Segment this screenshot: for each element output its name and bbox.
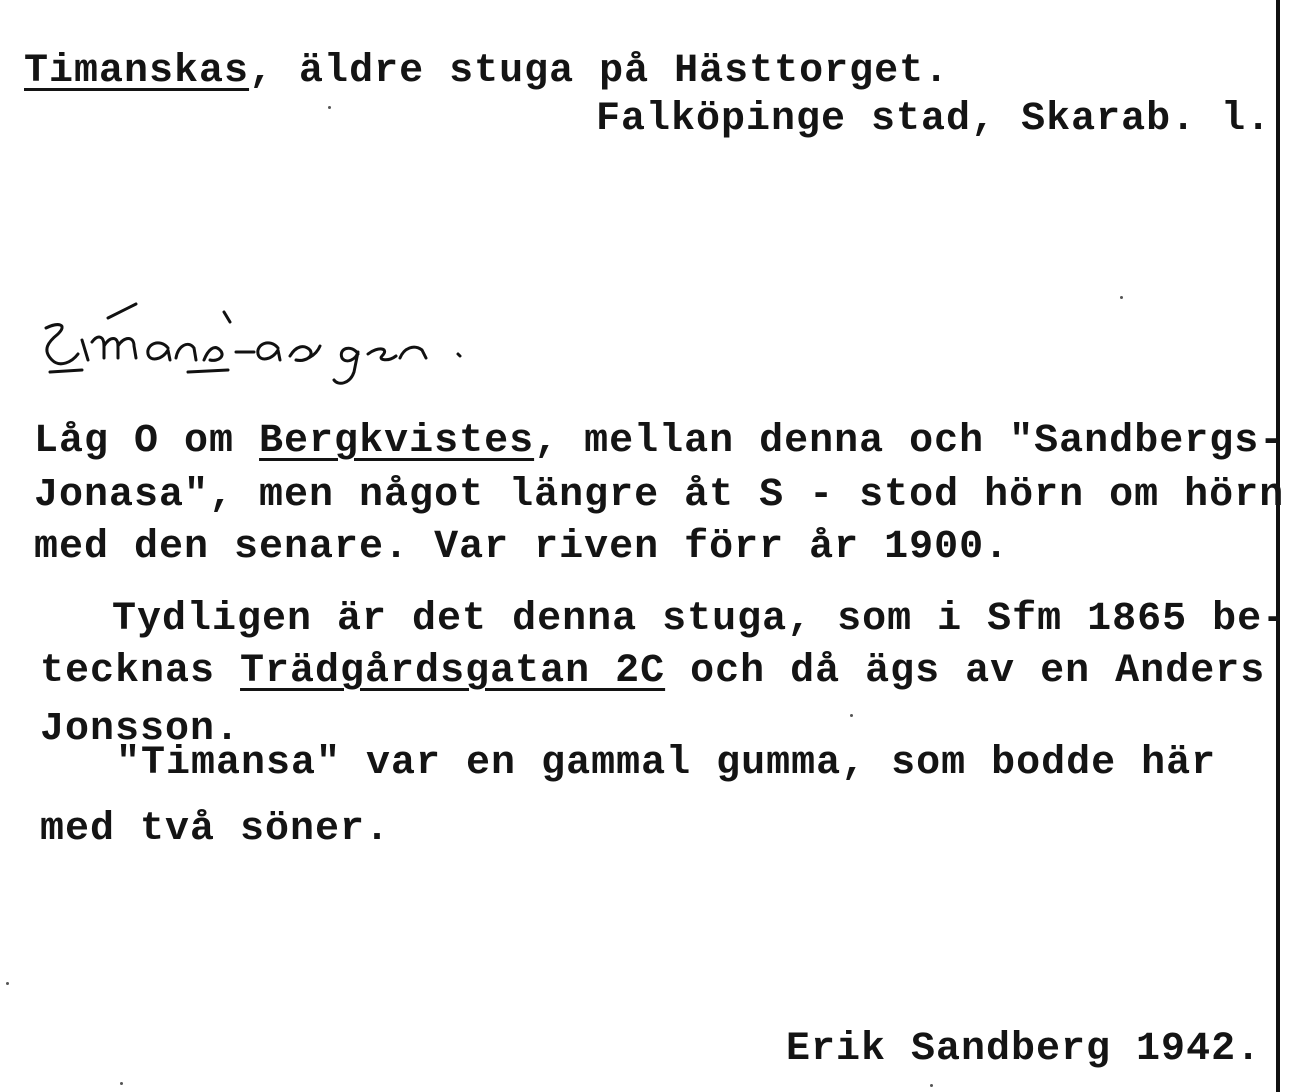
street-address-underlined: Trädgårdsgatan 2C xyxy=(240,649,666,694)
card-title xyxy=(24,48,949,96)
paragraph2-line2 xyxy=(40,648,1265,696)
paragraph2-line1: Tydligen är det denna stuga, som i Sfm 1865 be- xyxy=(112,597,1288,642)
scan-speck xyxy=(120,1082,123,1085)
paragraph2-line2-start: tecknas xyxy=(40,649,241,694)
paragraph1-line2: Jonasa", men något längre åt S - stod hörn om hörn xyxy=(34,473,1285,518)
paragraph2-line3: Jonsson. xyxy=(40,707,241,752)
paragraph1-line1-start: Låg O om xyxy=(34,419,260,464)
paragraph2-line2-end: och då ägs av en Anders xyxy=(665,649,1266,694)
paragraph3-line2: med två söner. xyxy=(40,807,391,852)
title-description: , äldre stuga på Hästtorget. xyxy=(249,49,950,94)
signature: Erik Sandberg 1942. xyxy=(786,1027,1262,1072)
handwritten-note xyxy=(38,300,678,390)
place-location: Falköpinge stad, Skarab. l. xyxy=(596,97,1272,142)
scan-speck xyxy=(850,714,853,717)
scan-speck xyxy=(1120,296,1123,299)
bergkvistes-underlined: Bergkvistes xyxy=(259,419,535,464)
scan-speck xyxy=(930,1084,933,1087)
paragraph3-line1: "Timansa" var en gammal gumma, som bodde här xyxy=(116,741,1217,786)
card-edge-line xyxy=(1276,0,1280,1092)
title-name-underlined: Timanskas xyxy=(24,49,250,94)
scan-speck xyxy=(328,106,331,109)
scan-speck xyxy=(6,982,9,985)
paragraph1-line1-end: , mellan denna och "Sandbergs- xyxy=(534,419,1285,464)
paragraph1-line3: med den senare. Var riven förr år 1900. xyxy=(34,525,1010,570)
paragraph1-line1 xyxy=(34,418,1284,466)
